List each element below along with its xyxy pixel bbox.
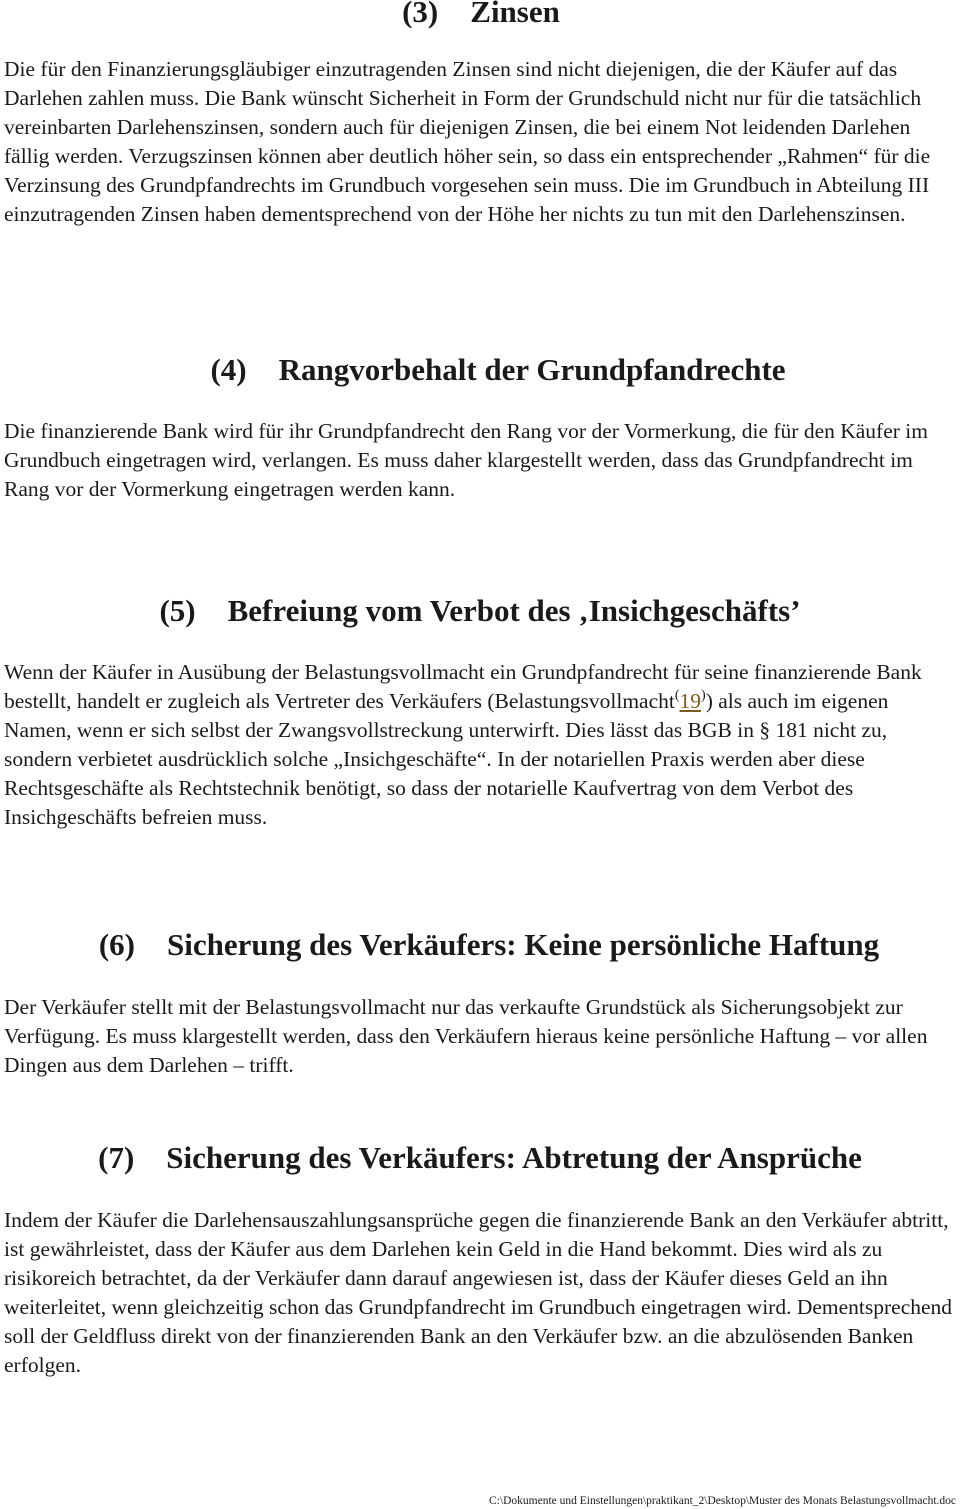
section-heading <box>0 0 960 32</box>
body-text-before-footnote: Wenn der Käufer in Ausübung der Belastungsvollmacht ein Grundpfandrecht für seine finanzierende Bank bestellt, handelt er zugleich als Vertreter des Verkäufers (Belastungsvollmacht <box>4 660 922 713</box>
section-number: (7) <box>98 1140 135 1175</box>
section-title: Zinsen <box>470 0 560 29</box>
section-title: Befreiung vom Verbot des ‚Insichgeschäfts’ <box>227 593 801 628</box>
section-body <box>0 658 960 832</box>
section-heading <box>0 925 960 965</box>
document-path-footer: C:\Dokumente und Einstellungen\praktikant_2\Desktop\Muster des Monats Belastungsvollmacht.doc <box>489 1495 956 1507</box>
footnote-paren-open: ( <box>674 688 680 703</box>
section-body: Der Verkäufer stellt mit der Belastungsvollmacht nur das verkaufte Grundstück als Sicherungsobjekt zur Verfügung. Es muss klargestellt werden, dass den Verkäufern hieraus keine persönliche Haftung – vor allen Dingen aus dem Darlehen – trifft. <box>4 995 928 1077</box>
section-body: Indem der Käufer die Darlehensauszahlungsansprüche gegen die finanzierende Bank an den Verkäufer abtritt, ist gewährleistet, dass der Käufer aus dem Darlehen kein Geld in die Hand bekommt. Dies wird als zu risikoreich betrachtet, da der Verkäufer dann darauf angewiesen ist, dass der Käufer dieses Geld an ihn weiterleitet, wenn gleichzeitig schon das Grundpfandrecht im Grundbuch eingetragen wird. Dementsprechend soll der Geldfluss direkt von der finanzierenden Bank an den Verkäufer bzw. an die abzulösenden Banken erfolgen. <box>4 1208 953 1377</box>
body-text-after-footnote: ) als auch im eigenen Namen, wenn er sich selbst der Zwangsvollstreckung unterwirft. Dies lässt das BGB in § 181 nicht zu, sondern verbietet ausdrücklich solche „Insichgeschäfte“. In der notariellen Praxis werden aber diese Rechtsgeschäfte als Rechtstechnik benötigt, so dass der notarielle Kaufvertrag von dem Verbot des Insichgeschäfts befreien muss. <box>4 689 889 829</box>
section-rangvorbehalt <box>0 350 960 504</box>
section-heading <box>0 350 960 390</box>
section-keine-haftung <box>0 925 960 1080</box>
section-abtretung <box>0 1138 960 1380</box>
section-body: Die für den Finanzierungsgläubiger einzutragenden Zinsen sind nicht diejenigen, die der Käufer auf das Darlehen zahlen muss. Die Bank wünscht Sicherheit in Form der Grundschuld nicht nur für die tatsächlich vereinbarten Darlehenszinsen, sondern auch für diejenigen Zinsen, die bei einem Not leidenden Darlehen fällig werden. Verzugszinsen können aber deutlich höher sein, so dass ein entsprechender „Rahmen“ für die Verzinsung des Grundpfandrechts im Grundbuch vorgesehen sein muss. Die im Grundbuch in Abteilung III einzutragenden Zinsen haben dementsprechend von der Höhe her nichts zu tun mit den Darlehenszinsen. <box>4 57 931 226</box>
footnote-link[interactable]: 19 <box>679 689 702 713</box>
section-insichgeschaeft <box>0 591 960 832</box>
section-number: (3) <box>402 0 439 29</box>
footnote-paren-close: ) <box>701 688 706 703</box>
section-number: (6) <box>98 927 135 962</box>
section-title: Sicherung des Verkäufers: Keine persönliche Haftung <box>167 927 880 962</box>
section-title: Sicherung des Verkäufers: Abtretung der Ansprüche <box>166 1140 862 1175</box>
section-heading <box>0 591 960 631</box>
section-title: Rangvorbehalt der Grundpfandrechte <box>278 352 786 387</box>
section-number: (5) <box>159 593 196 628</box>
section-number: (4) <box>210 352 247 387</box>
section-body: Die finanzierende Bank wird für ihr Grundpfandrecht den Rang vor der Vormerkung, die für den Käufer im Grundbuch eingetragen wird, verlangen. Es muss daher klargestellt werden, dass das Grundpfandrecht im Rang vor der Vormerkung eingetragen werden kann. <box>4 419 928 501</box>
section-heading <box>0 1138 960 1178</box>
section-zinsen <box>0 0 960 229</box>
